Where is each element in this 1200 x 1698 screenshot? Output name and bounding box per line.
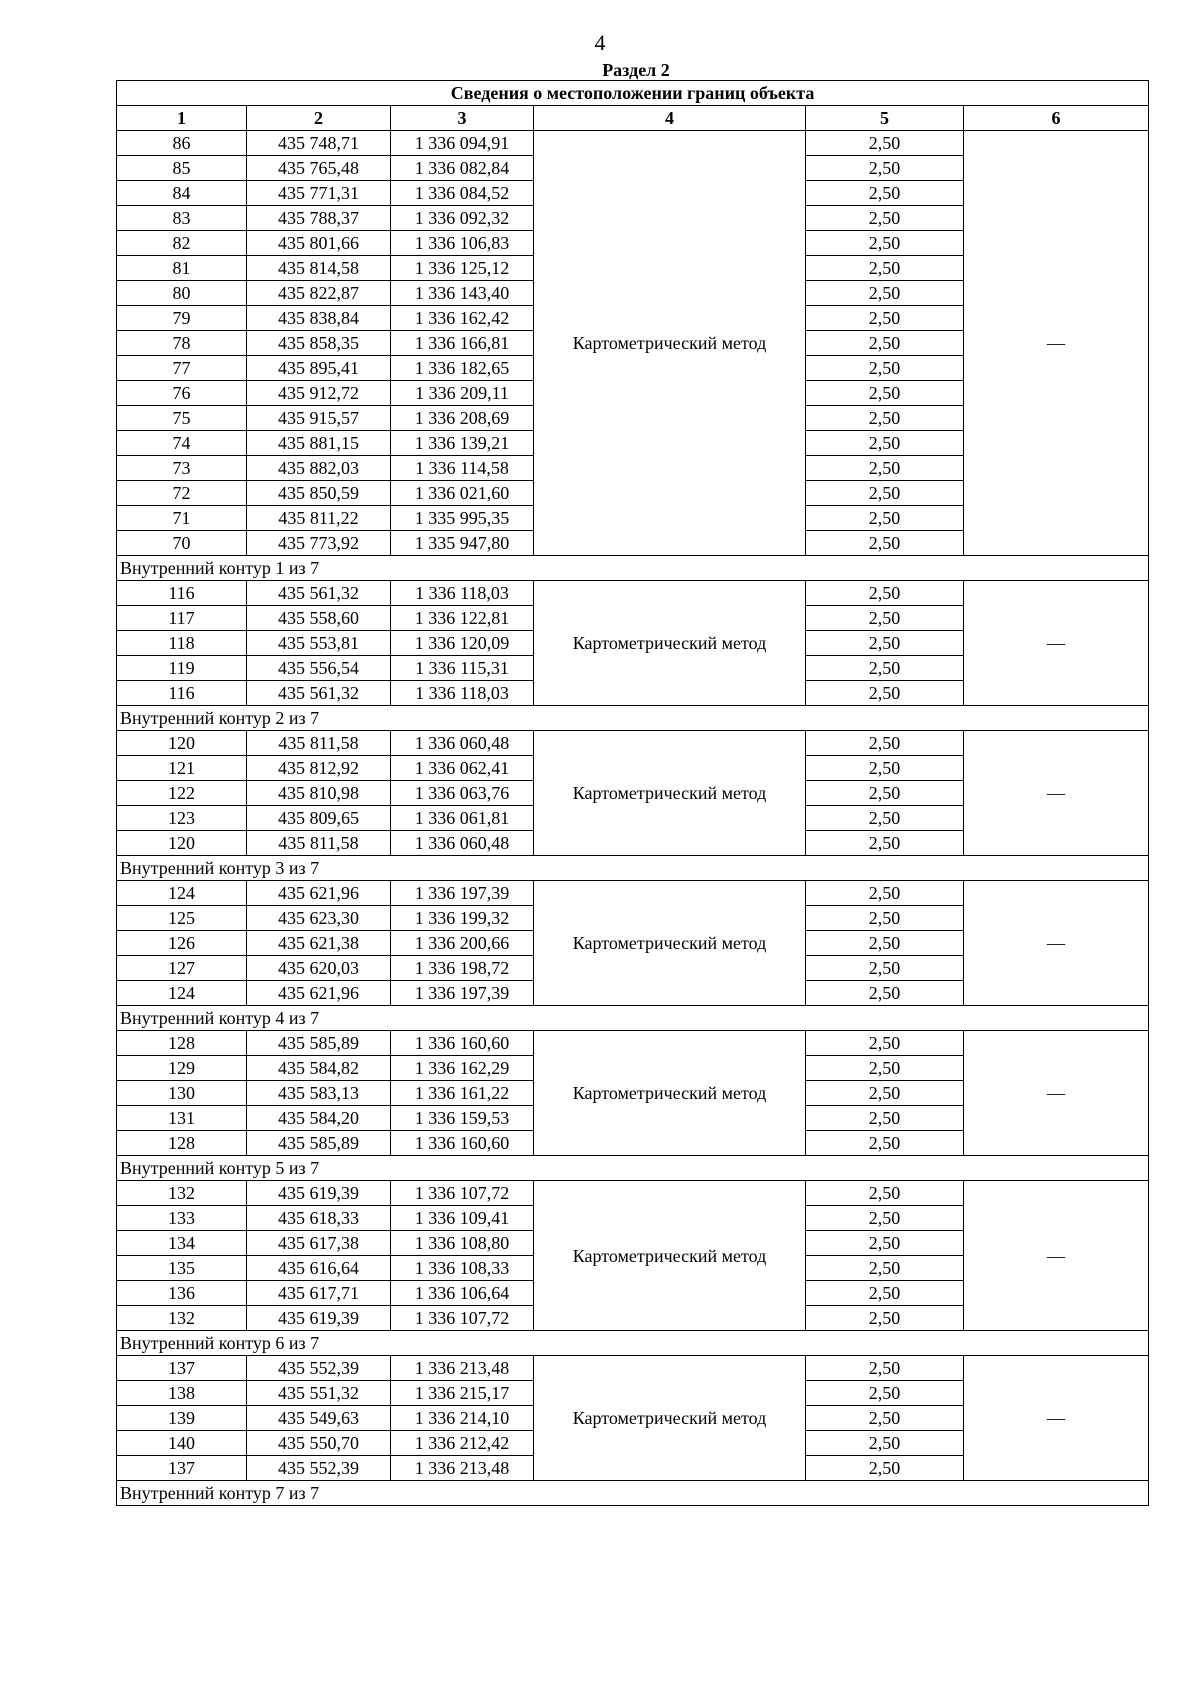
coordinate-y: 1 336 118,03 xyxy=(391,581,534,606)
coordinate-x: 435 558,60 xyxy=(247,606,391,631)
point-number: 123 xyxy=(117,806,247,831)
point-number: 79 xyxy=(117,306,247,331)
coordinate-y: 1 336 215,17 xyxy=(391,1381,534,1406)
coordinate-y: 1 336 062,41 xyxy=(391,756,534,781)
table-row xyxy=(117,131,1149,156)
accuracy-value: 2,50 xyxy=(806,1306,964,1331)
coordinate-x: 435 621,96 xyxy=(247,981,391,1006)
point-number: 124 xyxy=(117,981,247,1006)
coordinate-x: 435 616,64 xyxy=(247,1256,391,1281)
coordinate-x: 435 809,65 xyxy=(247,806,391,831)
accuracy-value: 2,50 xyxy=(806,156,964,181)
coordinate-x: 435 748,71 xyxy=(247,131,391,156)
note-cell: — xyxy=(964,731,1149,856)
coordinate-x: 435 617,38 xyxy=(247,1231,391,1256)
point-number: 116 xyxy=(117,681,247,706)
coordinate-y: 1 336 160,60 xyxy=(391,1131,534,1156)
table-row xyxy=(117,1031,1149,1056)
accuracy-value: 2,50 xyxy=(806,981,964,1006)
coordinate-x: 435 788,37 xyxy=(247,206,391,231)
coordinate-y: 1 336 106,64 xyxy=(391,1281,534,1306)
accuracy-value: 2,50 xyxy=(806,1081,964,1106)
coordinate-y: 1 336 108,80 xyxy=(391,1231,534,1256)
note-cell: — xyxy=(964,1356,1149,1481)
method-cell: Картометрический метод xyxy=(534,1181,806,1331)
coordinate-y: 1 336 143,40 xyxy=(391,281,534,306)
boundary-coordinates-table xyxy=(116,80,1149,1506)
contour-label-row xyxy=(117,1331,1149,1356)
method-cell: Картометрический метод xyxy=(534,1031,806,1156)
point-number: 119 xyxy=(117,656,247,681)
table-title: Сведения о местоположении границ объекта xyxy=(117,81,1149,106)
coordinate-x: 435 618,33 xyxy=(247,1206,391,1231)
point-number: 116 xyxy=(117,581,247,606)
point-number: 77 xyxy=(117,356,247,381)
contour-label: Внутренний контур 2 из 7 xyxy=(117,706,1149,731)
contour-label: Внутренний контур 4 из 7 xyxy=(117,1006,1149,1031)
table-row xyxy=(117,1181,1149,1206)
page-number: 4 xyxy=(594,30,606,55)
accuracy-value: 2,50 xyxy=(806,306,964,331)
coordinate-x: 435 812,92 xyxy=(247,756,391,781)
coordinate-y: 1 336 092,32 xyxy=(391,206,534,231)
coordinate-x: 435 771,31 xyxy=(247,181,391,206)
coordinate-y: 1 336 061,81 xyxy=(391,806,534,831)
contour-label-row xyxy=(117,556,1149,581)
point-number: 118 xyxy=(117,631,247,656)
accuracy-value: 2,50 xyxy=(806,231,964,256)
accuracy-value: 2,50 xyxy=(806,881,964,906)
coordinate-y: 1 336 208,69 xyxy=(391,406,534,431)
note-cell: — xyxy=(964,1181,1149,1331)
coordinate-y: 1 336 060,48 xyxy=(391,831,534,856)
coordinate-y: 1 336 212,42 xyxy=(391,1431,534,1456)
column-number-6: 6 xyxy=(964,106,1149,131)
coordinate-y: 1 336 115,31 xyxy=(391,656,534,681)
coordinate-y: 1 336 199,32 xyxy=(391,906,534,931)
accuracy-value: 2,50 xyxy=(806,1256,964,1281)
accuracy-value: 2,50 xyxy=(806,481,964,506)
accuracy-value: 2,50 xyxy=(806,206,964,231)
table-title-row xyxy=(117,81,1149,106)
coordinate-x: 435 585,89 xyxy=(247,1131,391,1156)
accuracy-value: 2,50 xyxy=(806,756,964,781)
accuracy-value: 2,50 xyxy=(806,281,964,306)
table-row xyxy=(117,731,1149,756)
accuracy-value: 2,50 xyxy=(806,931,964,956)
contour-label: Внутренний контур 3 из 7 xyxy=(117,856,1149,881)
method-cell: Картометрический метод xyxy=(534,881,806,1006)
contour-label-row xyxy=(117,706,1149,731)
accuracy-value: 2,50 xyxy=(806,1106,964,1131)
coordinate-x: 435 550,70 xyxy=(247,1431,391,1456)
method-cell: Картометрический метод xyxy=(534,731,806,856)
contour-label-row xyxy=(117,856,1149,881)
coordinate-y: 1 336 213,48 xyxy=(391,1456,534,1481)
contour-label: Внутренний контур 6 из 7 xyxy=(117,1331,1149,1356)
table-row xyxy=(117,1356,1149,1381)
contour-label: Внутренний контур 1 из 7 xyxy=(117,556,1149,581)
accuracy-value: 2,50 xyxy=(806,831,964,856)
coordinate-x: 435 585,89 xyxy=(247,1031,391,1056)
point-number: 137 xyxy=(117,1456,247,1481)
point-number: 72 xyxy=(117,481,247,506)
coordinate-x: 435 765,48 xyxy=(247,156,391,181)
coordinate-x: 435 584,20 xyxy=(247,1106,391,1131)
coordinate-x: 435 882,03 xyxy=(247,456,391,481)
accuracy-value: 2,50 xyxy=(806,656,964,681)
accuracy-value: 2,50 xyxy=(806,1406,964,1431)
coordinate-x: 435 584,82 xyxy=(247,1056,391,1081)
accuracy-value: 2,50 xyxy=(806,181,964,206)
point-number: 86 xyxy=(117,131,247,156)
accuracy-value: 2,50 xyxy=(806,1206,964,1231)
method-cell: Картометрический метод xyxy=(534,131,806,556)
coordinate-x: 435 773,92 xyxy=(247,531,391,556)
point-number: 133 xyxy=(117,1206,247,1231)
accuracy-value: 2,50 xyxy=(806,1031,964,1056)
coordinate-x: 435 619,39 xyxy=(247,1181,391,1206)
coordinate-y: 1 336 094,91 xyxy=(391,131,534,156)
coordinate-y: 1 336 107,72 xyxy=(391,1181,534,1206)
coordinate-y: 1 336 197,39 xyxy=(391,981,534,1006)
accuracy-value: 2,50 xyxy=(806,781,964,806)
coordinate-x: 435 822,87 xyxy=(247,281,391,306)
point-number: 128 xyxy=(117,1131,247,1156)
coordinate-x: 435 561,32 xyxy=(247,581,391,606)
point-number: 138 xyxy=(117,1381,247,1406)
point-number: 129 xyxy=(117,1056,247,1081)
coordinate-y: 1 336 162,42 xyxy=(391,306,534,331)
coordinate-y: 1 336 198,72 xyxy=(391,956,534,981)
accuracy-value: 2,50 xyxy=(806,1431,964,1456)
coordinate-x: 435 552,39 xyxy=(247,1456,391,1481)
accuracy-value: 2,50 xyxy=(806,956,964,981)
coordinate-y: 1 336 118,03 xyxy=(391,681,534,706)
coordinate-y: 1 336 021,60 xyxy=(391,481,534,506)
note-cell: — xyxy=(964,581,1149,706)
accuracy-value: 2,50 xyxy=(806,1231,964,1256)
accuracy-value: 2,50 xyxy=(806,331,964,356)
coordinate-y: 1 336 063,76 xyxy=(391,781,534,806)
point-number: 125 xyxy=(117,906,247,931)
coordinate-y: 1 336 139,21 xyxy=(391,431,534,456)
coordinate-y: 1 336 213,48 xyxy=(391,1356,534,1381)
coordinate-y: 1 336 122,81 xyxy=(391,606,534,631)
point-number: 135 xyxy=(117,1256,247,1281)
point-number: 140 xyxy=(117,1431,247,1456)
accuracy-value: 2,50 xyxy=(806,806,964,831)
accuracy-value: 2,50 xyxy=(806,681,964,706)
coordinate-x: 435 850,59 xyxy=(247,481,391,506)
point-number: 127 xyxy=(117,956,247,981)
coordinate-x: 435 549,63 xyxy=(247,1406,391,1431)
coordinate-x: 435 814,58 xyxy=(247,256,391,281)
coordinate-x: 435 895,41 xyxy=(247,356,391,381)
point-number: 121 xyxy=(117,756,247,781)
accuracy-value: 2,50 xyxy=(806,731,964,756)
contour-label-row xyxy=(117,1006,1149,1031)
coordinate-x: 435 552,39 xyxy=(247,1356,391,1381)
coordinate-y: 1 336 166,81 xyxy=(391,331,534,356)
accuracy-value: 2,50 xyxy=(806,406,964,431)
column-number-3: 3 xyxy=(391,106,534,131)
coordinate-x: 435 551,32 xyxy=(247,1381,391,1406)
coordinate-x: 435 810,98 xyxy=(247,781,391,806)
coordinate-x: 435 621,96 xyxy=(247,881,391,906)
accuracy-value: 2,50 xyxy=(806,1456,964,1481)
coordinate-x: 435 561,32 xyxy=(247,681,391,706)
note-cell: — xyxy=(964,1031,1149,1156)
coordinate-y: 1 336 182,65 xyxy=(391,356,534,381)
coordinate-x: 435 811,22 xyxy=(247,506,391,531)
accuracy-value: 2,50 xyxy=(806,606,964,631)
coordinate-y: 1 336 162,29 xyxy=(391,1056,534,1081)
point-number: 139 xyxy=(117,1406,247,1431)
coordinate-y: 1 336 125,12 xyxy=(391,256,534,281)
point-number: 122 xyxy=(117,781,247,806)
point-number: 73 xyxy=(117,456,247,481)
coordinate-y: 1 336 159,53 xyxy=(391,1106,534,1131)
coordinate-x: 435 838,84 xyxy=(247,306,391,331)
coordinate-y: 1 336 161,22 xyxy=(391,1081,534,1106)
point-number: 132 xyxy=(117,1306,247,1331)
point-number: 84 xyxy=(117,181,247,206)
note-cell: — xyxy=(964,131,1149,556)
point-number: 76 xyxy=(117,381,247,406)
point-number: 85 xyxy=(117,156,247,181)
point-number: 71 xyxy=(117,506,247,531)
accuracy-value: 2,50 xyxy=(806,131,964,156)
accuracy-value: 2,50 xyxy=(806,356,964,381)
coordinate-x: 435 619,39 xyxy=(247,1306,391,1331)
point-number: 120 xyxy=(117,731,247,756)
point-number: 75 xyxy=(117,406,247,431)
accuracy-value: 2,50 xyxy=(806,256,964,281)
point-number: 124 xyxy=(117,881,247,906)
column-number-4: 4 xyxy=(534,106,806,131)
coordinate-x: 435 801,66 xyxy=(247,231,391,256)
contour-label-row xyxy=(117,1156,1149,1181)
contour-label: Внутренний контур 7 из 7 xyxy=(117,1481,1149,1506)
column-number-row xyxy=(117,106,1149,131)
coordinate-x: 435 881,15 xyxy=(247,431,391,456)
accuracy-value: 2,50 xyxy=(806,1356,964,1381)
point-number: 117 xyxy=(117,606,247,631)
point-number: 134 xyxy=(117,1231,247,1256)
accuracy-value: 2,50 xyxy=(806,456,964,481)
table-row xyxy=(117,581,1149,606)
coordinate-x: 435 811,58 xyxy=(247,831,391,856)
point-number: 82 xyxy=(117,231,247,256)
coordinate-y: 1 336 108,33 xyxy=(391,1256,534,1281)
column-number-5: 5 xyxy=(806,106,964,131)
contour-label: Внутренний контур 5 из 7 xyxy=(117,1156,1149,1181)
accuracy-value: 2,50 xyxy=(806,906,964,931)
section-title: Раздел 2 xyxy=(602,60,670,80)
point-number: 132 xyxy=(117,1181,247,1206)
coordinate-x: 435 858,35 xyxy=(247,331,391,356)
coordinate-y: 1 335 995,35 xyxy=(391,506,534,531)
accuracy-value: 2,50 xyxy=(806,1181,964,1206)
coordinate-x: 435 583,13 xyxy=(247,1081,391,1106)
coordinate-y: 1 336 109,41 xyxy=(391,1206,534,1231)
point-number: 131 xyxy=(117,1106,247,1131)
coordinate-y: 1 336 060,48 xyxy=(391,731,534,756)
contour-label-row xyxy=(117,1481,1149,1506)
coordinate-y: 1 336 160,60 xyxy=(391,1031,534,1056)
note-cell: — xyxy=(964,881,1149,1006)
method-cell: Картометрический метод xyxy=(534,1356,806,1481)
point-number: 81 xyxy=(117,256,247,281)
accuracy-value: 2,50 xyxy=(806,431,964,456)
coordinate-y: 1 336 114,58 xyxy=(391,456,534,481)
coordinate-x: 435 912,72 xyxy=(247,381,391,406)
coordinate-x: 435 620,03 xyxy=(247,956,391,981)
column-number-2: 2 xyxy=(247,106,391,131)
coordinate-y: 1 335 947,80 xyxy=(391,531,534,556)
table-row xyxy=(117,881,1149,906)
point-number: 128 xyxy=(117,1031,247,1056)
accuracy-value: 2,50 xyxy=(806,506,964,531)
accuracy-value: 2,50 xyxy=(806,631,964,656)
point-number: 120 xyxy=(117,831,247,856)
point-number: 80 xyxy=(117,281,247,306)
coordinate-x: 435 623,30 xyxy=(247,906,391,931)
coordinate-y: 1 336 209,11 xyxy=(391,381,534,406)
coordinate-y: 1 336 120,09 xyxy=(391,631,534,656)
accuracy-value: 2,50 xyxy=(806,1381,964,1406)
coordinate-x: 435 553,81 xyxy=(247,631,391,656)
coordinate-y: 1 336 200,66 xyxy=(391,931,534,956)
coordinate-y: 1 336 082,84 xyxy=(391,156,534,181)
accuracy-value: 2,50 xyxy=(806,1056,964,1081)
coordinate-y: 1 336 197,39 xyxy=(391,881,534,906)
coordinate-y: 1 336 106,83 xyxy=(391,231,534,256)
coordinate-x: 435 617,71 xyxy=(247,1281,391,1306)
point-number: 130 xyxy=(117,1081,247,1106)
accuracy-value: 2,50 xyxy=(806,1131,964,1156)
accuracy-value: 2,50 xyxy=(806,1281,964,1306)
accuracy-value: 2,50 xyxy=(806,581,964,606)
column-number-1: 1 xyxy=(117,106,247,131)
point-number: 126 xyxy=(117,931,247,956)
coordinate-x: 435 556,54 xyxy=(247,656,391,681)
point-number: 74 xyxy=(117,431,247,456)
point-number: 70 xyxy=(117,531,247,556)
point-number: 83 xyxy=(117,206,247,231)
accuracy-value: 2,50 xyxy=(806,531,964,556)
point-number: 78 xyxy=(117,331,247,356)
accuracy-value: 2,50 xyxy=(806,381,964,406)
method-cell: Картометрический метод xyxy=(534,581,806,706)
coordinate-x: 435 621,38 xyxy=(247,931,391,956)
coordinate-y: 1 336 107,72 xyxy=(391,1306,534,1331)
coordinate-x: 435 811,58 xyxy=(247,731,391,756)
coordinate-x: 435 915,57 xyxy=(247,406,391,431)
coordinate-y: 1 336 214,10 xyxy=(391,1406,534,1431)
point-number: 137 xyxy=(117,1356,247,1381)
coordinate-y: 1 336 084,52 xyxy=(391,181,534,206)
point-number: 136 xyxy=(117,1281,247,1306)
